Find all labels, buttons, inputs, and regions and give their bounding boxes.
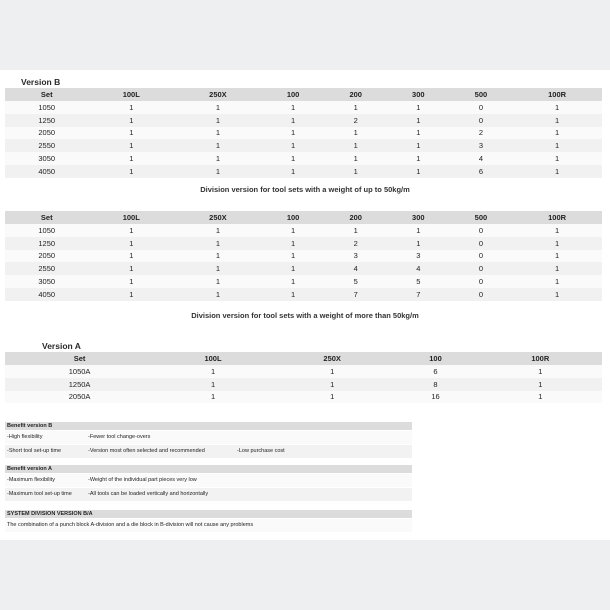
column-header: 100L: [88, 88, 174, 101]
benefit-text: -Weight of the individual part pieces very low: [88, 477, 197, 483]
table-row: [5, 101, 602, 114]
benefit-text: -Fewer tool change-overs: [88, 434, 151, 440]
table-row: [5, 365, 602, 378]
table-cell: 3050: [5, 275, 88, 288]
table-cell: 1: [262, 101, 325, 114]
column-header: 100: [392, 352, 478, 365]
table-cell: 3: [324, 250, 387, 263]
table-cell: 2550: [5, 139, 88, 152]
system-division-row: [5, 519, 412, 532]
column-header: 500: [450, 211, 513, 224]
table-cell: 1: [512, 127, 602, 140]
table-row: [5, 250, 602, 263]
benefit-text: -Low purchase cost: [237, 448, 285, 454]
column-header: Set: [5, 211, 88, 224]
table-row: [5, 165, 602, 178]
benefit-text: -Short tool set-up time: [7, 448, 62, 454]
table-cell: 1: [88, 237, 174, 250]
table-cell: 3: [387, 250, 450, 263]
table-row: [5, 275, 602, 288]
table-cell: 4050: [5, 288, 88, 301]
table-cell: 0: [450, 101, 513, 114]
table-row: [5, 114, 602, 127]
table-cell: 1: [262, 165, 325, 178]
table-cell: 1: [512, 250, 602, 263]
table-cell: 0: [450, 114, 513, 127]
system-division-text: The combination of a punch block A-division and a die block in B-division will not cause any problems: [7, 522, 254, 528]
table-cell: 0: [450, 275, 513, 288]
table-cell: 1: [324, 152, 387, 165]
table-cell: 1: [174, 288, 262, 301]
table-cell: 1: [262, 139, 325, 152]
benefit-text: -High flexibility: [7, 434, 43, 440]
table-cell: 1: [387, 114, 450, 127]
table-cell: 0: [450, 250, 513, 263]
table-cell: 1: [512, 139, 602, 152]
table-cell: 5: [324, 275, 387, 288]
table-header-row: [5, 211, 602, 224]
table-cell: 4: [450, 152, 513, 165]
table-cell: 5: [387, 275, 450, 288]
table-cell: 1: [324, 224, 387, 237]
table-cell: 1: [174, 224, 262, 237]
system-division-title: SYSTEM DIVISION VERSION B/A: [5, 510, 412, 518]
table-cell: 1: [387, 139, 450, 152]
column-header: 100R: [512, 88, 602, 101]
table-cell: 1: [387, 101, 450, 114]
version-a-table: [5, 352, 602, 403]
table-cell: 0: [450, 237, 513, 250]
column-header: Set: [5, 352, 154, 365]
table-row: [5, 224, 602, 237]
table-cell: 1: [512, 114, 602, 127]
table-cell: 0: [450, 224, 513, 237]
column-header: 250X: [272, 352, 393, 365]
version-b-heavy-caption: Division version for tool sets with a weight of more than 50kg/m: [191, 311, 419, 320]
table-cell: 1050A: [5, 365, 154, 378]
benefit-b-row-1: [5, 431, 412, 444]
benefit-text: -All tools can be loaded vertically and horizontally: [88, 491, 209, 497]
table-cell: 2: [450, 127, 513, 140]
table-cell: 1050: [5, 224, 88, 237]
benefit-text: -Version most often selected and recommended: [88, 448, 205, 454]
table-row: [5, 139, 602, 152]
table-cell: 1: [512, 288, 602, 301]
table-cell: 1: [262, 114, 325, 127]
table-cell: 1: [174, 152, 262, 165]
column-header: 100: [262, 211, 325, 224]
table-cell: 1: [174, 237, 262, 250]
table-cell: 1: [88, 139, 174, 152]
benefit-b-row-2: [5, 445, 412, 458]
table-row: [5, 262, 602, 275]
benefit-b-title: Benefit version B: [5, 422, 412, 430]
table-row: [5, 127, 602, 140]
column-header: 100L: [88, 211, 174, 224]
table-cell: 2: [324, 114, 387, 127]
table-cell: 8: [392, 378, 478, 391]
table-cell: 1: [324, 139, 387, 152]
table-cell: 1: [88, 224, 174, 237]
table-cell: 2050: [5, 127, 88, 140]
table-cell: 1: [154, 391, 272, 404]
table-cell: 2: [324, 237, 387, 250]
table-cell: 1: [174, 114, 262, 127]
table-cell: 4: [324, 262, 387, 275]
benefit-a-row-1: [5, 474, 412, 487]
table-cell: 1: [174, 250, 262, 263]
table-cell: 2050A: [5, 391, 154, 404]
table-cell: 1: [88, 114, 174, 127]
table-cell: 4: [387, 262, 450, 275]
table-cell: 1: [174, 275, 262, 288]
table-header-row: [5, 88, 602, 101]
column-header: 200: [324, 211, 387, 224]
table-cell: 1: [272, 378, 393, 391]
column-header: 250X: [174, 88, 262, 101]
table-cell: 1: [479, 378, 602, 391]
table-cell: 1: [262, 237, 325, 250]
table-row: [5, 391, 602, 404]
table-cell: 1: [512, 165, 602, 178]
table-cell: 1: [154, 365, 272, 378]
table-cell: 2050: [5, 250, 88, 263]
version-b-title: Version B: [21, 77, 61, 87]
table-cell: 1: [88, 127, 174, 140]
table-cell: 1250: [5, 114, 88, 127]
table-cell: 1: [512, 262, 602, 275]
table-cell: 1: [512, 237, 602, 250]
column-header: 100L: [154, 352, 272, 365]
version-a-title: Version A: [42, 341, 81, 351]
table-cell: 1: [512, 101, 602, 114]
table-cell: 1: [512, 224, 602, 237]
version-b-table: [5, 88, 602, 178]
table-cell: 1: [387, 165, 450, 178]
benefit-a-row-2: [5, 488, 412, 501]
table-cell: 1: [174, 139, 262, 152]
table-cell: 1: [88, 101, 174, 114]
table-cell: 7: [387, 288, 450, 301]
table-cell: 1: [174, 262, 262, 275]
table-cell: 1: [324, 127, 387, 140]
table-cell: 0: [450, 262, 513, 275]
table-cell: 1: [324, 165, 387, 178]
column-header: Set: [5, 88, 88, 101]
table-cell: 1: [88, 288, 174, 301]
table-cell: 1: [174, 127, 262, 140]
table-cell: 1: [262, 224, 325, 237]
table-cell: 6: [450, 165, 513, 178]
table-header-row: [5, 352, 602, 365]
table-row: [5, 152, 602, 165]
table-cell: 1: [262, 262, 325, 275]
table-cell: 1: [88, 152, 174, 165]
column-header: 250X: [174, 211, 262, 224]
table-row: [5, 237, 602, 250]
table-cell: 1050: [5, 101, 88, 114]
table-cell: 3050: [5, 152, 88, 165]
column-header: 300: [387, 211, 450, 224]
table-cell: 1: [479, 365, 602, 378]
table-cell: 1: [154, 378, 272, 391]
table-cell: 16: [392, 391, 478, 404]
table-row: [5, 288, 602, 301]
table-cell: 2550: [5, 262, 88, 275]
table-cell: 4050: [5, 165, 88, 178]
table-cell: 1: [262, 250, 325, 263]
table-row: [5, 378, 602, 391]
table-cell: 1: [272, 391, 393, 404]
table-cell: 1: [174, 101, 262, 114]
table-cell: 1: [88, 250, 174, 263]
table-cell: 6: [392, 365, 478, 378]
table-cell: 7: [324, 288, 387, 301]
column-header: 300: [387, 88, 450, 101]
table-cell: 1: [512, 152, 602, 165]
table-cell: 1250A: [5, 378, 154, 391]
table-cell: 1250: [5, 237, 88, 250]
table-cell: 1: [262, 275, 325, 288]
column-header: 500: [450, 88, 513, 101]
column-header: 100R: [479, 352, 602, 365]
table-cell: 1: [387, 127, 450, 140]
table-cell: 1: [262, 127, 325, 140]
version-b-heavy-table: [5, 211, 602, 301]
table-cell: 1: [262, 152, 325, 165]
benefit-a-title: Benefit version A: [5, 465, 412, 473]
benefit-text: -Maximum flexibility: [7, 477, 55, 483]
table-cell: 1: [88, 165, 174, 178]
benefit-text: -Maximum tool set-up time: [7, 491, 72, 497]
column-header: 100R: [512, 211, 602, 224]
table-cell: 1: [174, 165, 262, 178]
table-cell: 1: [88, 275, 174, 288]
table-cell: 1: [479, 391, 602, 404]
version-b-caption: Division version for tool sets with a weight of up to 50kg/m: [200, 185, 410, 194]
table-cell: 0: [450, 288, 513, 301]
table-cell: 1: [272, 365, 393, 378]
table-cell: 3: [450, 139, 513, 152]
table-cell: 1: [324, 101, 387, 114]
table-cell: 1: [88, 262, 174, 275]
table-cell: 1: [512, 275, 602, 288]
table-cell: 1: [387, 224, 450, 237]
column-header: 100: [262, 88, 325, 101]
column-header: 200: [324, 88, 387, 101]
table-cell: 1: [387, 152, 450, 165]
table-cell: 1: [262, 288, 325, 301]
table-cell: 1: [387, 237, 450, 250]
